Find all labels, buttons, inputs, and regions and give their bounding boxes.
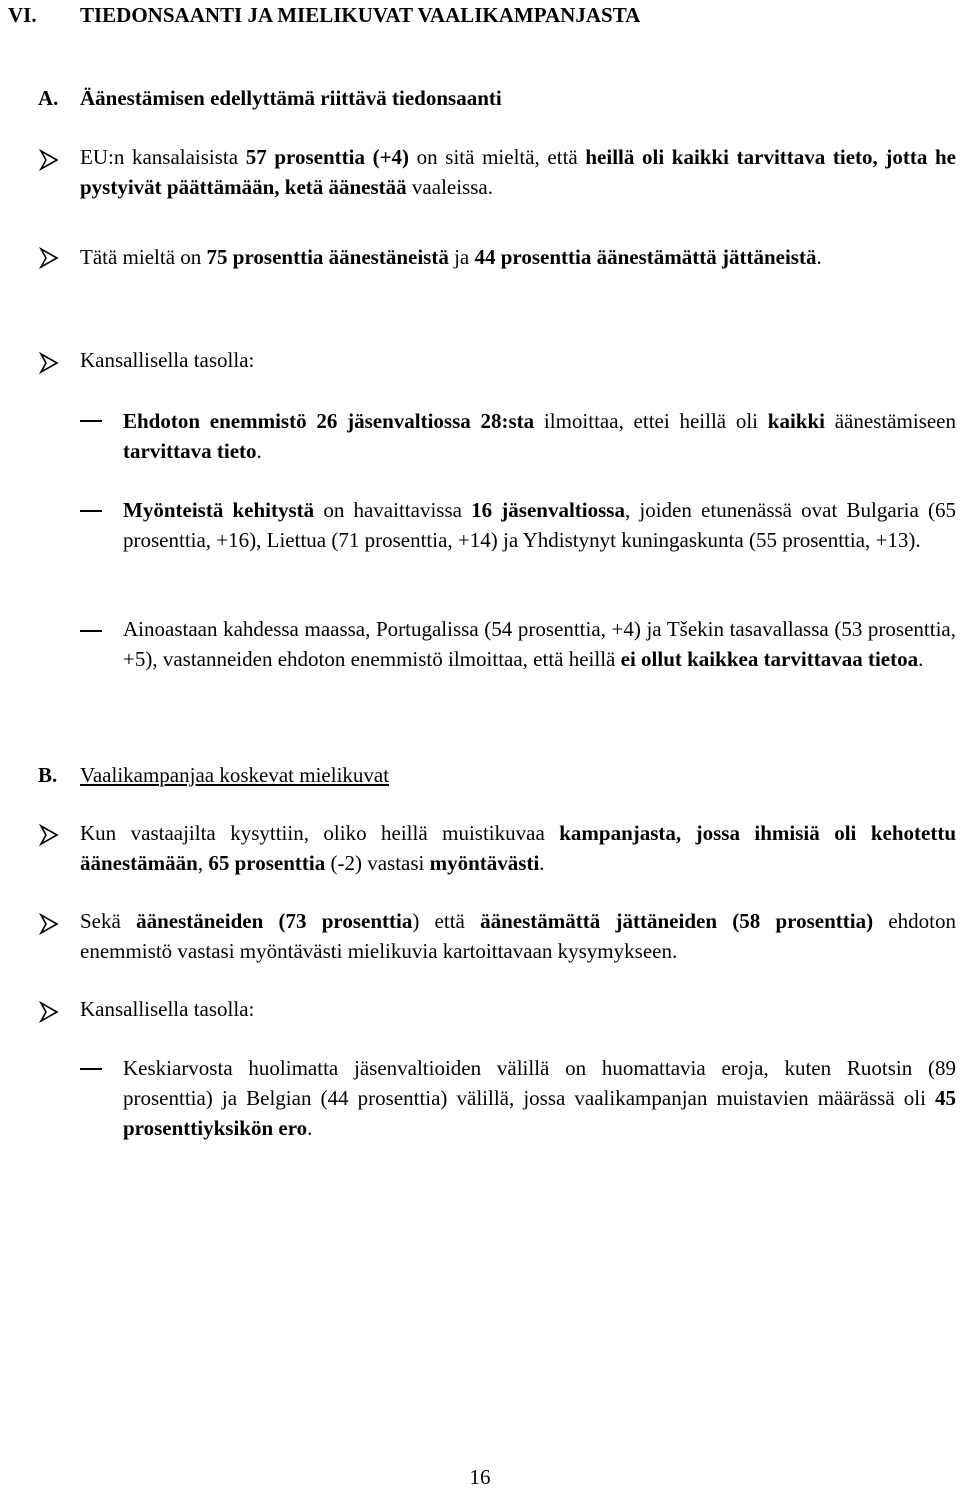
bullet-text [80, 906, 956, 966]
arrow-bullet-icon [38, 149, 60, 171]
text-run: ja [448, 245, 475, 269]
text-run: ) että [412, 909, 481, 933]
bold-text-run: 16 jäsenvaltiossa [471, 498, 625, 522]
bold-text-run: 45 prosenttiyksikön ero [123, 1086, 956, 1140]
text-run: vaaleissa. [406, 175, 493, 199]
bold-text-run: myöntävästi [429, 851, 540, 875]
bullet-text [80, 818, 956, 878]
text-run: Kansallisella tasolla: [80, 997, 255, 1021]
text-run: EU:n kansalaisista [80, 145, 246, 169]
text-run: ehdoton enemmistö vastasi myöntävästi mielikuvia kartoittavaan kysymykseen. [80, 909, 956, 963]
text-run: (-2) vastasi [325, 851, 430, 875]
text-run: Kun vastaajilta kysyttiin, oliko heillä muistikuvaa [80, 821, 560, 845]
page-number: 16 [469, 1465, 491, 1489]
text-run: . [539, 851, 545, 875]
text-run: , joiden etunenässä ovat Bulgaria (65 prosenttia, +16), Liettua (71 prosenttia, +14) ja Yhdistynyt kuningaskunta (55 prosenttia, +13). [123, 498, 956, 552]
bold-text-run: 44 prosenttia äänestämättä jättäneistä [474, 245, 817, 269]
bold-text-run: kampanjasta, jossa ihmisiä oli kehotettu äänestämään [80, 821, 956, 875]
arrow-bullet-icon [38, 824, 60, 846]
bold-text-run: kaikki [767, 409, 825, 433]
bold-text-run: Ehdoton enemmistö 26 jäsenvaltiossa 28:sta [123, 409, 535, 433]
bullet-text [80, 994, 956, 1024]
text-run: Ainoastaan kahdessa maassa, Portugalissa (54 prosenttia, +4) ja Tšekin tasavallassa (53 prosenttia, +5), vastanneiden ehdoton enemmistö ilmoittaa, että heillä [123, 617, 956, 671]
bold-text-run: äänestäneiden (73 prosenttia [136, 909, 413, 933]
section-a-letter: A. [38, 86, 59, 110]
section-b-title: Vaalikampanjaa koskevat mielikuvat [80, 763, 390, 787]
arrow-bullet-icon [38, 1001, 60, 1023]
text-run: . [307, 1116, 313, 1140]
text-run: on havaittavissa [314, 498, 472, 522]
text-run: äänestämiseen [824, 409, 957, 433]
dash-text [123, 495, 956, 555]
dash-bullet [80, 420, 102, 422]
text-run: . [816, 245, 822, 269]
text-run: on sitä mieltä, että [409, 145, 586, 169]
text-run: Keskiarvosta huolimatta jäsenvaltioiden välillä on huomattavia eroja, kuten Ruotsin (89 prosenttia) ja Belgian (44 prosenttia) välillä, jossa vaalikampanjan muistavien määrässä oli [123, 1056, 956, 1110]
arrow-bullet-icon [38, 913, 60, 935]
text-run: Sekä [80, 909, 137, 933]
dash-text [123, 406, 956, 466]
section-b-letter: B. [38, 763, 58, 787]
dash-text [123, 614, 956, 674]
bold-text-run: Myönteistä kehitystä [123, 498, 315, 522]
chapter-title: TIEDONSAANTI JA MIELIKUVAT VAALIKAMPANJASTA [80, 3, 641, 27]
chapter-number: VI. [8, 3, 37, 27]
text-run: . [918, 647, 924, 671]
bold-text-run: heillä oli kaikki tarvittava tieto, jotta he pystyivät päättämään, ketä äänestää [80, 145, 957, 199]
section-a-title: Äänestämisen edellyttämä riittävä tiedonsaanti [80, 86, 502, 110]
bullet-text [80, 242, 956, 272]
arrow-bullet-icon [38, 352, 60, 374]
dash-text [123, 1053, 956, 1143]
bold-text-run: tarvittava tieto [123, 439, 257, 463]
text-run: . [256, 439, 262, 463]
text-run: Kansallisella tasolla: [80, 348, 255, 372]
dash-bullet [80, 510, 102, 512]
arrow-bullet-icon [38, 247, 60, 269]
bullet-text [80, 345, 956, 375]
bold-text-run: ei ollut kaikkea tarvittavaa tietoa [620, 647, 919, 671]
bullet-text [80, 142, 956, 202]
bold-text-run: 75 prosenttia äänestäneistä [206, 245, 449, 269]
bold-text-run: 57 prosenttia (+4) [245, 145, 410, 169]
text-run: ilmoittaa, ettei heillä oli [534, 409, 768, 433]
dash-bullet [80, 630, 102, 632]
text-run: , [197, 851, 209, 875]
text-run: Tätä mieltä on [80, 245, 207, 269]
bold-text-run: 65 prosenttia [208, 851, 326, 875]
dash-bullet [80, 1068, 102, 1070]
bold-text-run: äänestämättä jättäneiden (58 prosenttia) [480, 909, 874, 933]
